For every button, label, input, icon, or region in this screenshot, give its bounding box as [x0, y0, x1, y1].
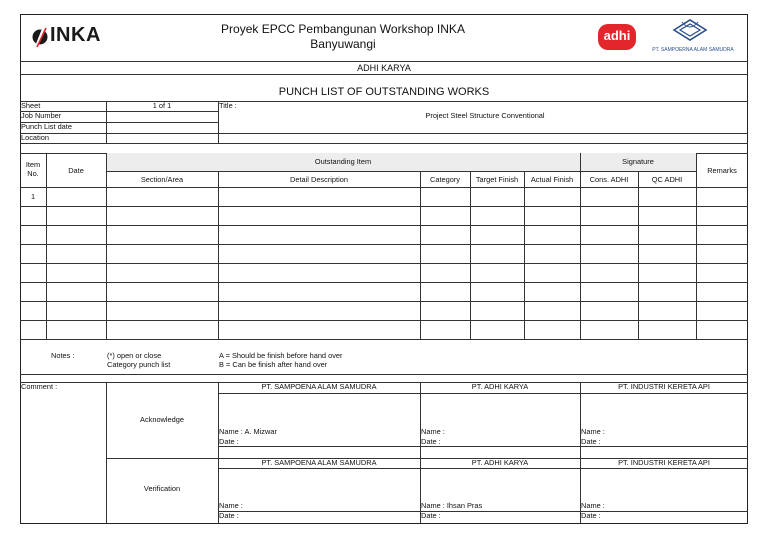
sheet-value: 1 of 1 [152, 101, 172, 110]
header-detail-description: Detail Description [290, 175, 348, 184]
header-qc-adhi: QC ADHI [651, 175, 683, 184]
header-item-no-l2: No. [27, 169, 39, 178]
inka-logo [30, 24, 110, 50]
title-value: Project Steel Structure Conventional [425, 111, 545, 120]
notes-open-close: (*) open or close [107, 351, 162, 360]
notes-category-punch: Category punch list [107, 360, 171, 369]
header-cons-adhi: Cons. ADHI [589, 175, 629, 184]
ack-date-inka: Date : [581, 437, 601, 446]
ver-company-adhi: PT. ADHI KARYA [471, 458, 529, 467]
verification-label: Verification [143, 484, 181, 493]
location-label: Location [21, 133, 49, 142]
item-number-1: 1 [30, 192, 36, 201]
company-name: ADHI KARYA [357, 63, 411, 73]
ver-company-inka: PT. INDUSTRI KERETA API [618, 458, 710, 467]
header-target-finish: Target Finish [475, 175, 519, 184]
sheet-label: Sheet [21, 101, 41, 110]
sampoerna-logo-icon [670, 18, 710, 42]
header-date: Date [68, 166, 84, 175]
job-number-label: Job Number [21, 111, 62, 120]
ack-name-sampoerna: Name : A. Mizwar [219, 427, 277, 436]
ack-name-adhi: Name : [421, 427, 445, 436]
ver-date-inka: Date : [581, 511, 601, 520]
sampoerna-logo [646, 18, 740, 56]
document-title: PUNCH LIST OF OUTSTANDING WORKS [278, 86, 490, 98]
adhi-logo [598, 24, 636, 50]
header-item-no-l1: Item [25, 160, 41, 169]
ack-date-sampoerna: Date : [219, 437, 239, 446]
notes-category-b: B = Can be finish after hand over [219, 360, 328, 369]
acknowledge-label: Acknowledge [140, 415, 184, 424]
inka-logo-text: INKA [50, 24, 101, 46]
ver-name-sampoerna: Name : [219, 501, 243, 510]
notes-category-a: A = Should be finish before hand over [219, 351, 343, 360]
header-section-area: Section/Area [140, 175, 184, 184]
header-signature: Signature [622, 157, 654, 166]
comment-label: Comment : [21, 382, 58, 391]
inka-logo-icon [30, 26, 50, 48]
ver-name-adhi: Name : Ihsan Pras [421, 501, 483, 510]
notes-label: Notes : [51, 351, 75, 360]
punch-list-date-label: Punch List date [21, 122, 72, 131]
title-label: Title : [219, 101, 237, 110]
ack-name-inka: Name : [581, 427, 605, 436]
ack-company-inka: PT. INDUSTRI KERETA API [618, 382, 710, 391]
sampoerna-caption: PT. SAMPOERNA ALAM SAMUDRA [652, 47, 734, 53]
ack-date-adhi: Date : [421, 437, 441, 446]
ver-date-sampoerna: Date : [219, 511, 239, 520]
adhi-logo-text: adhi [603, 28, 631, 43]
ack-company-adhi: PT. ADHI KARYA [471, 382, 529, 391]
ver-company-sampoerna: PT. SAMPOENA ALAM SAMUDRA [261, 458, 377, 467]
header-actual-finish: Actual Finish [530, 175, 574, 184]
header-remarks: Remarks [707, 166, 737, 175]
header-category: Category [430, 175, 460, 184]
project-title-line1: Proyek EPCC Pembangunan Workshop INKA [221, 22, 465, 36]
ver-date-adhi: Date : [421, 511, 441, 520]
header-outstanding-item: Outstanding Item [314, 157, 372, 166]
ver-name-inka: Name : [581, 501, 605, 510]
ack-company-sampoerna: PT. SAMPOENA ALAM SAMUDRA [261, 382, 377, 391]
project-title-line2: Banyuwangi [310, 37, 376, 51]
